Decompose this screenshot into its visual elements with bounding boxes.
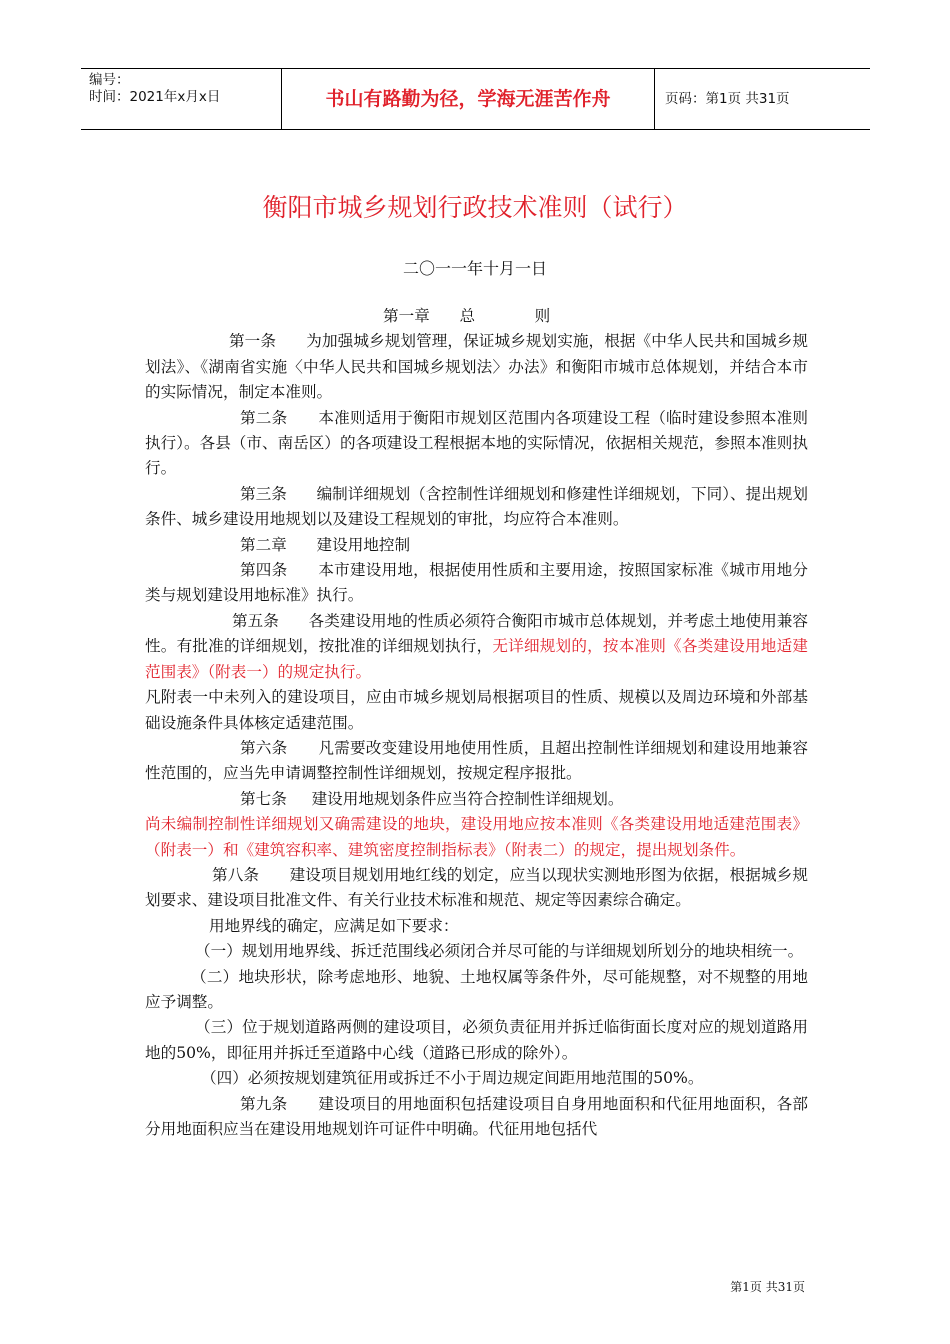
paragraph [145, 965, 808, 1016]
document-body [145, 304, 808, 1142]
paragraph-text: （一）规划用地界线、拆迁范围线必须闭合并尽可能的与详细规划所划分的地块相统一。 [195, 942, 804, 961]
number-label: 编号： [89, 72, 130, 88]
paragraph [145, 609, 808, 685]
paragraph [145, 1092, 808, 1143]
paragraph [145, 863, 808, 914]
paragraph-text: 第三条 编制详细规划（含控制性详细规划和修建性详细规划，下同）、提出规划条件、城乡建设用地规划以及建设工程规划的审批，均应符合本准则。 [145, 484, 808, 529]
paragraph-text: 第二条 本准则适用于衡阳市规划区范围内各项建设工程（临时建设参照本准则执行）。各县（市、南岳区）的各项建设工程根据本地的实际情况，依据相关规范，参照本准则执行。 [145, 408, 808, 478]
paragraph [145, 685, 808, 736]
document-title: 衡阳市城乡规划行政技术准则（试行） [262, 193, 688, 222]
paragraph-text: （四）必须按规划建筑征用或拆迁不小于周边规定间距用地范围的50%。 [201, 1069, 704, 1088]
paragraph [145, 1015, 808, 1066]
paragraph-text: 用地界线的确定，应满足如下要求： [209, 916, 459, 935]
paragraph [145, 558, 808, 609]
page-footer: 第1页 共31页 [730, 1280, 805, 1294]
paragraph-text: 第一章 总 则 [383, 307, 551, 325]
paragraph [145, 1066, 808, 1091]
paragraph-text: 第六条 凡需要改变建设用地使用性质，且超出控制性详细规划和建设用地兼容性范围的，应当先申请调整控制性详细规划，按规定程序报批。 [145, 738, 808, 783]
document-date: 二〇一一年十月一日 [402, 259, 547, 278]
paragraph [145, 914, 808, 939]
paragraph-text: 第八条 建设项目规划用地红线的划定，应当以现状实测地形图为依据，根据城乡规划要求、建设项目批准文件、有关行业技术标准和规范、规定等因素综合确定。 [145, 865, 808, 910]
paragraph-text: 第二章 建设用地控制 [240, 535, 411, 554]
paragraph-text: 第一条 为加强城乡规划管理，保证城乡规划实施，根据《中华人民共和国城乡规划法》、《湖南省实施〈中华人民共和国城乡规划法〉办法》和衡阳市城市总体规划，并结合本市的实际情况，制定本准则。 [145, 332, 808, 402]
highlighted-text: 无详细规划的，按本准则《各类建设用地适建范围表》（附表一）的规定执行。 [145, 637, 808, 681]
paragraph [145, 406, 808, 482]
paragraph [145, 812, 808, 863]
paragraph-text: （三）位于规划道路两侧的建设项目，必须负责征用并拆迁临街面长度对应的规划道路用地的50%，即征用并拆迁至道路中心线（道路已形成的除外）。 [145, 1018, 808, 1062]
paragraph [145, 787, 808, 812]
highlighted-text: 尚未编制控制性详细规划又确需建设的地块，建设用地应按本准则《各类建设用地适建范围表》（附表一）和《建筑容积率、建筑密度控制指标表》（附表二）的规定，提出规划条件。 [145, 815, 808, 859]
paragraph [145, 736, 808, 787]
document-header [81, 68, 870, 130]
paragraph-text: 第五条 各类建设用地的性质必须符合衡阳市城市总体规划，并考虑土地使用兼容性。有批准的详细规划，按批准的详细规划执行， [145, 611, 808, 656]
paragraph [145, 329, 808, 405]
paragraph [145, 482, 808, 533]
paragraph [145, 939, 808, 964]
paragraph-text: 第九条 建设项目的用地面积包括建设项目自身用地面积和代征用地面积，各部分用地面积应当在建设用地规划许可证件中明确。代征用地包括代 [145, 1094, 808, 1138]
paragraph-text: 第四条 本市建设用地，根据使用性质和主要用途，按照国家标准《城市用地分类与规划建设用地标准》执行。 [145, 561, 808, 605]
paragraph [145, 304, 808, 329]
paragraph-text: （二）地块形状，除考虑地形、地貌、土地权属等条件外，尽可能规整，对不规整的用地应予调整。 [145, 967, 808, 1011]
header-meta [81, 69, 281, 129]
time-label: 时间：2021年x月x日 [89, 89, 221, 105]
header-page-label: 页码：第1页 共31页 [665, 91, 790, 107]
paragraph-text: 凡附表一中未列入的建设项目，应由市城乡规划局根据项目的性质、规模以及周边环境和外部基础设施条件具体核定适建范围。 [145, 688, 808, 732]
paragraph-text: 第七条 建设用地规划条件应当符合控制性详细规划。 [240, 789, 624, 808]
header-motto: 书山有路勤为径，学海无涯苦作舟 [281, 69, 655, 129]
paragraph [145, 533, 808, 558]
